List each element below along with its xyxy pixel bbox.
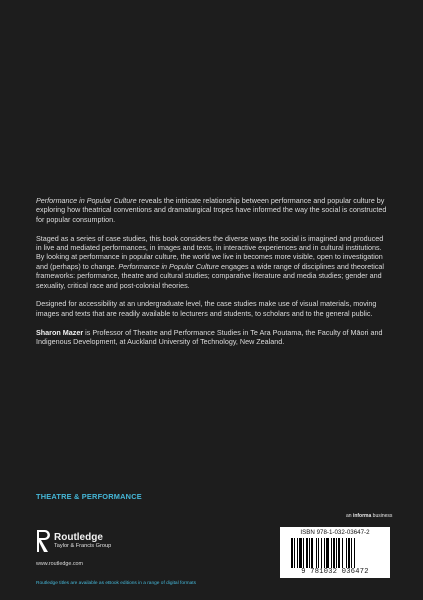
ebook-note: Routledge titles are available as eBook editions in a range of digital formats [36,581,196,586]
informa-business-tag: an informa business [346,513,393,519]
blurb-paragraph-2: Staged as a series of case studies, this book considers the diverse ways the social is imagined and produced in live and mediated performances, in images and texts, in interactive experiences and in cultural institutions. By looking at performance in popular culture, the world we live in becomes more visible, open to investigation and (perhaps) to change. Performance in Popular Culture engages a wide range of disciplines and theoretical frameworks: performance, theatre and cultural studies; comparative literature and media studies; gender and sexuality, critical race and post-colonial theories. [36,233,385,290]
routledge-logo-icon [36,528,50,554]
barcode-icon [291,538,379,568]
author-name: Sharon Mazer [36,327,84,337]
publisher-name: Routledge [54,532,103,543]
publisher-website: www.routledge.com [36,561,84,567]
subject-category: THEATRE & PERFORMANCE [36,492,142,501]
isbn-label: ISBN 978-1-032-03647-2 [300,529,370,536]
book-title-italic: Performance in Popular Culture [118,261,219,271]
author-bio: Sharon Mazer is Professor of Theatre and Performance Studies in Te Ara Poutama, the Faculty of Māori and Indigenous Development, at Auckland University of Technology, New Zealand. [36,327,383,347]
blurb-paragraph-1: Performance in Popular Culture reveals the intricate relationship between performance and popular culture by exploring how theatrical conventions and dramaturgical tropes have informed the way the social is constructed for popular consumption. [36,196,387,224]
back-cover-description [36,196,388,356]
publisher-logo [36,528,111,554]
blurb-paragraph-3: Designed for accessibility at an undergraduate level, the case studies make use of visual materials, moving images and texts that are readily available to lecturers and students, to scholars and to the general public. [36,299,377,318]
book-title-italic: Performance in Popular Culture [36,196,137,205]
isbn-barcode [280,527,390,578]
isbn-digits: 9 781032 036472 [301,568,369,576]
publisher-group: Taylor & Francis Group [54,543,112,549]
